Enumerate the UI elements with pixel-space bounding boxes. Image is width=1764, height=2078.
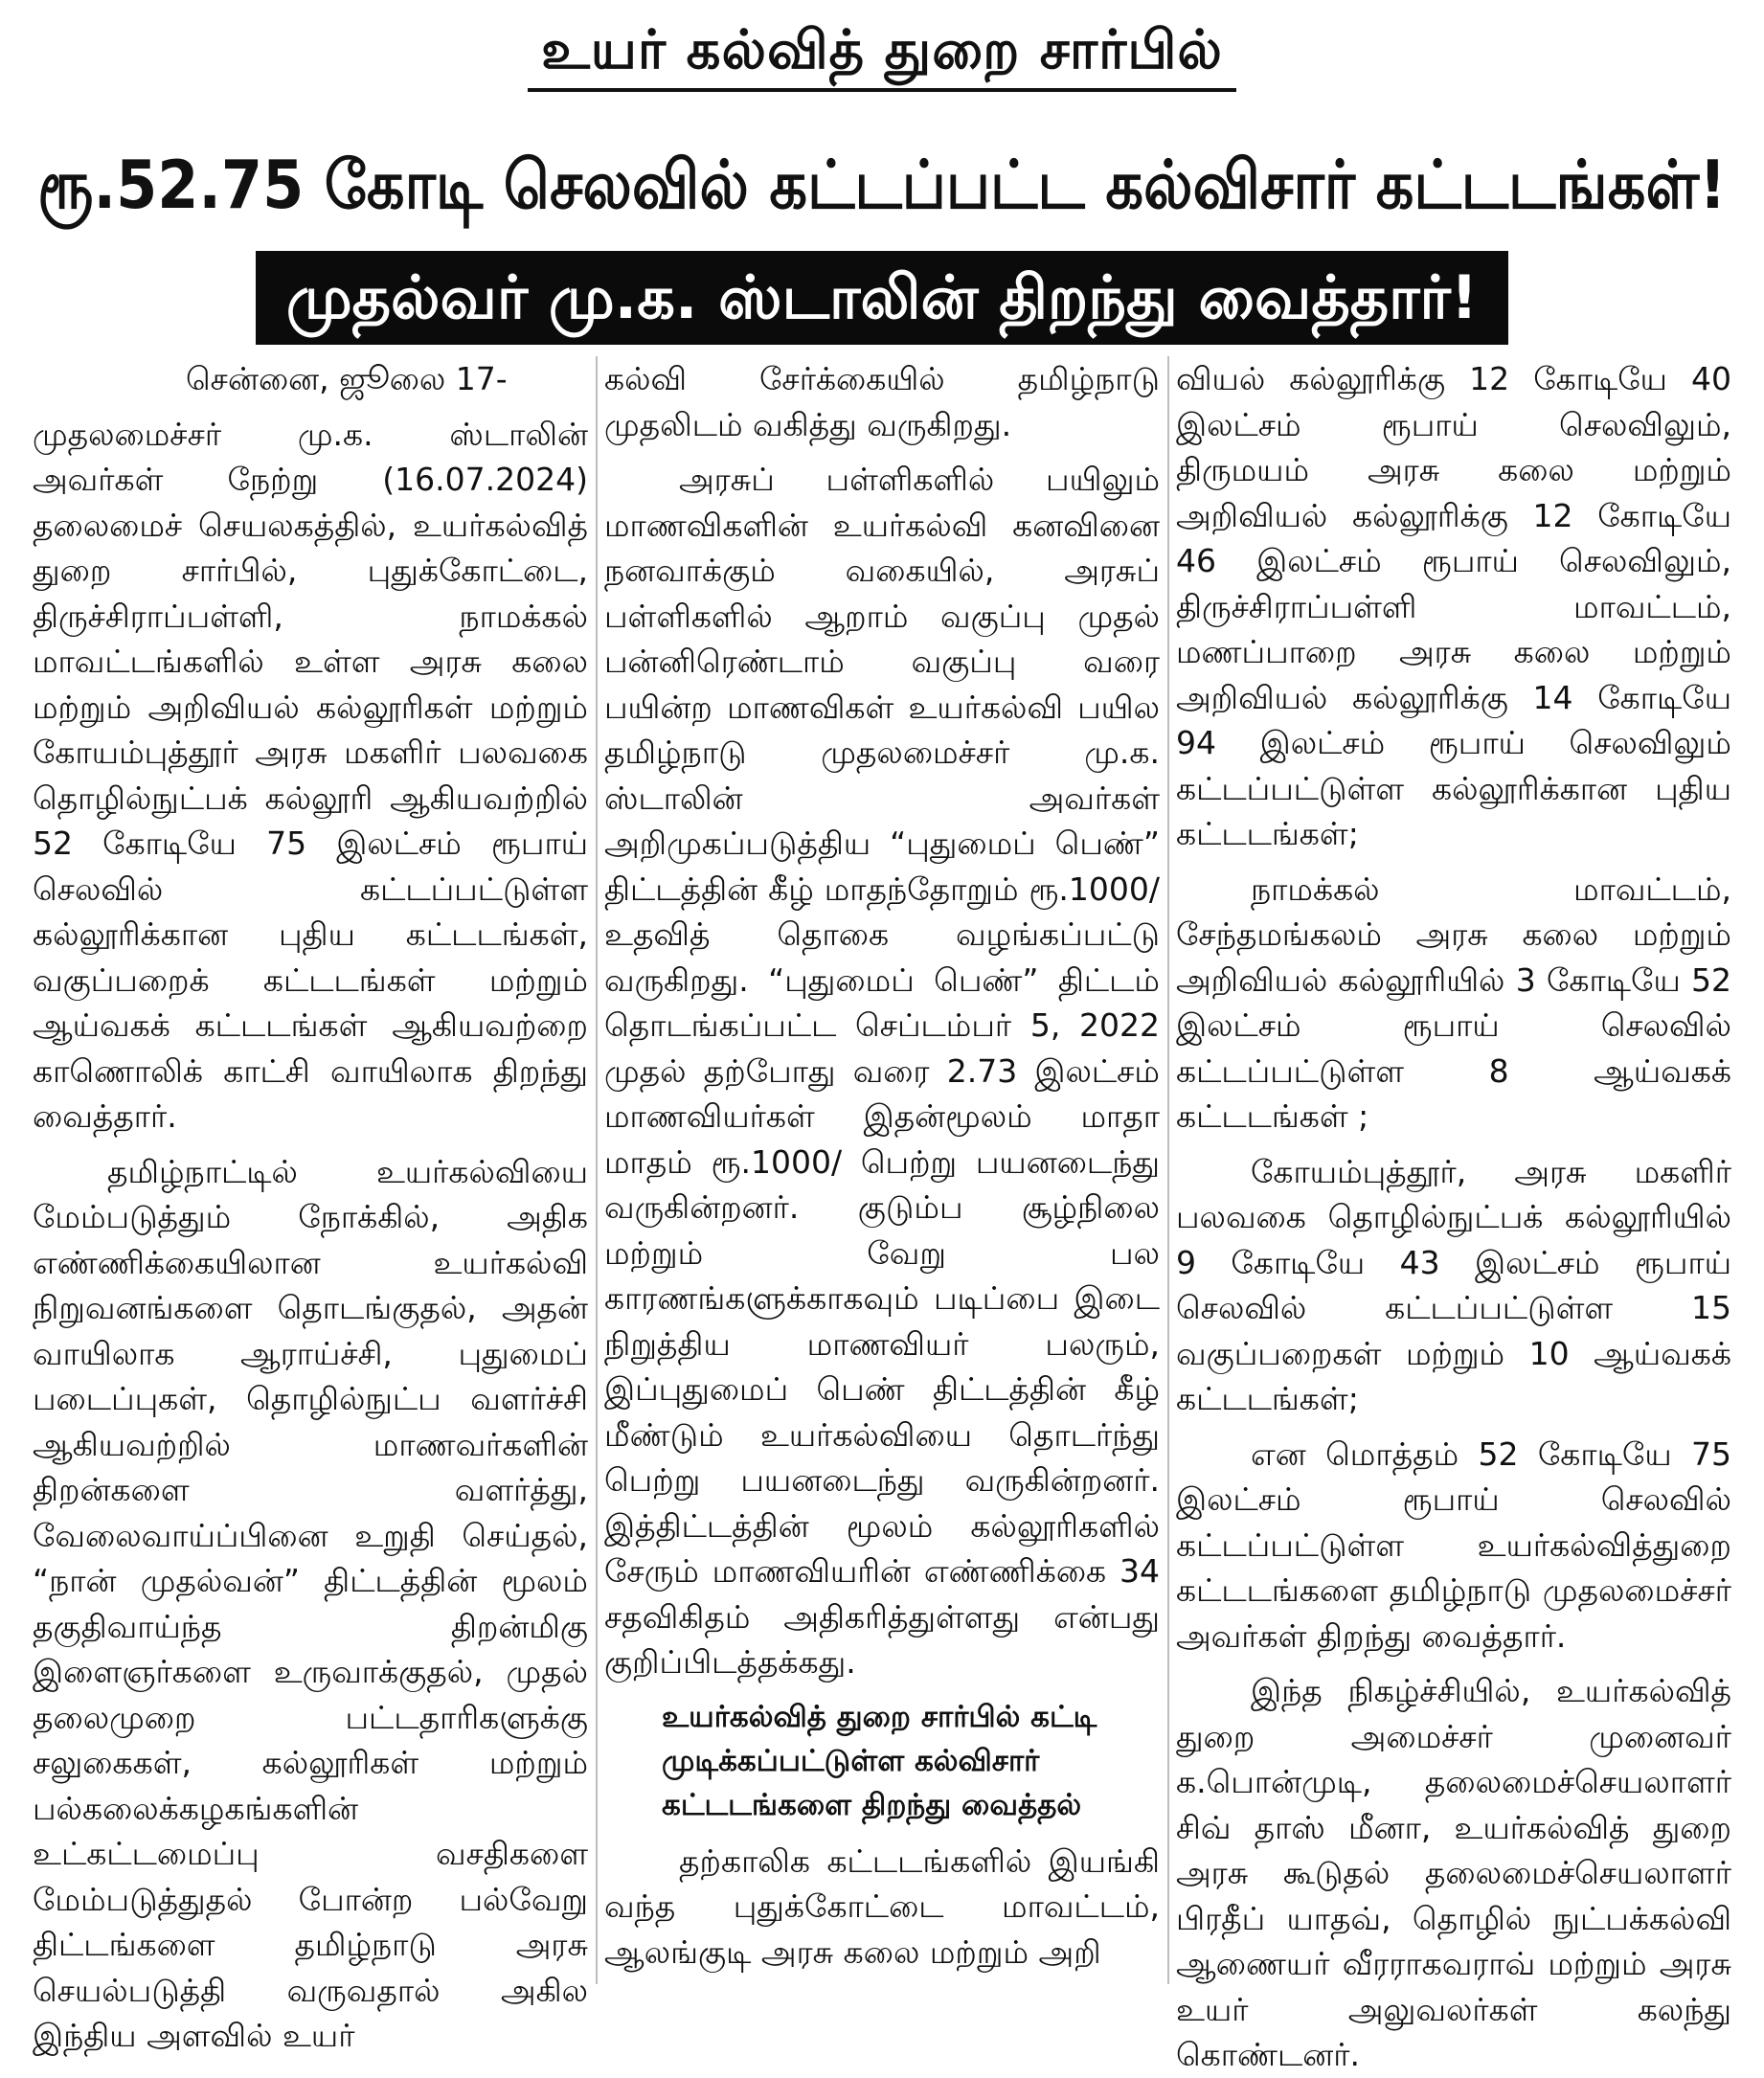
headline: ரூ.52.75 கோடி செலவில் கட்டப்பட்ட கல்விசார் கட்டடங்கள்! (37, 146, 1727, 224)
banner-block (33, 251, 1731, 356)
paragraph: தமிழ்நாட்டில் உயர்கல்வியை மேம்படுத்தும் நோக்கில், அதிக எண்ணிக்கையிலான உயர்கல்வி நிறுவனங்களை தொடங்குதல், அதன் வாயிலாக ஆராய்ச்சி, புதுமைப் படைப்புகள், தொழில்நுட்ப வளர்ச்சி ஆகியவற்றில் மாணவர்களின் திறன்களை வளர்த்து, வேலைவாய்ப்பினை உறுதி செய்தல், “நான் முதல்வன்” திட்டத்தின் மூலம் தகுதிவாய்ந்த திறன்மிகு இளைஞர்களை உருவாக்குதல், முதல் தலைமுறை பட்டதாரிகளுக்கு சலுகைகள், கல்லூரிகள் மற்றும் பல்கலைக்கழகங்களின் உட்கட்டமைப்பு வசதிகளை மேம்படுத்துதல் போன்ற பல்வேறு திட்டங்களை தமிழ்நாடு அரசு செயல்படுத்தி வருவதால் அகில இந்திய அளவில் உயர் (33, 1152, 588, 2054)
paragraph: அரசுப் பள்ளிகளில் பயிலும் மாணவிகளின் உயர்கல்வி கனவினை நனவாக்கும் வகையில், அரசுப் பள்ளிகளில் ஆறாம் வகுப்பு முதல் பன்னிரெண்டாம் வகுப்பு வரை பயின்ற மாணவிகள் உயர்கல்வி பயில தமிழ்நாடு முதலமைச்சர் மு.க. ஸ்டாலின் அவர்கள் அறிமுகப்படுத்திய “புதுமைப் பெண்” திட்டத்தின் கீழ் மாதந்தோறும் ரூ.1000/ உதவித் தொகை வழங்கப்பட்டு வருகிறது. “புதுமைப் பெண்” திட்டம் தொடங்கப்பட்ட செப்டம்பர் 5, 2022 முதல் தற்போது வரை 2.73 இலட்சம் மாணவியர்கள் இதன்மூலம் மாதா மாதம் ரூ.1000/ பெற்று பயனடைந்து வருகின்றனர். குடும்ப சூழ்நிலை மற்றும் வேறு பல காரணங்களுக்காகவும் படிப்பை இடை நிறுத்திய மாணவியர் பலரும், இப்புதுமைப் பெண் திட்டத்தின் கீழ் மீண்டும் உயர்கல்வியை தொடர்ந்து பெற்று பயனடைந்து வருகின்றனர். இத்திட்டத்தின் மூலம் கல்லூரிகளில் சேரும் மாணவியரின் எண்ணிக்கை 34 சதவிகிதம் அதிகரித்துள்ளது என்பது குறிப்பிடத்தக்கது. (604, 461, 1160, 1681)
paragraph: முதலமைச்சர் மு.க. ஸ்டாலின் அவர்கள் நேற்று (16.07.2024) தலைமைச் செயலகத்தில், உயர்கல்வித் துறை சார்பில், புதுக்கோட்டை, திருச்சிராப்பள்ளி, நாமக்கல் மாவட்டங்களில் உள்ள அரசு கலை மற்றும் அறிவியல் கல்லூரிகள் மற்றும் கோயம்புத்தூர் அரசு மகளிர் பலவகை தொழில்நுட்பக் கல்லூரி ஆகியவற்றில் 52 கோடியே 75 இலட்சம் ரூபாய் செலவில் கட்டப்பட்டுள்ள கல்லூரிக்கான புதிய கட்டடங்கள், வகுப்பறைக் கட்டடங்கள் மற்றும் ஆய்வகக் கட்டடங்கள் ஆகியவற்றை காணொலிக் காட்சி வாயிலாக திறந்து வைத்தார். (33, 415, 588, 1135)
paragraph: கல்வி சேர்க்கையில் தமிழ்நாடு முதலிடம் வகித்து வருகிறது. (604, 360, 1160, 443)
section-subheading: உயர்கல்வித் துறை சார்பில் கட்டி முடிக்கப்பட்டுள்ள கல்விசார் கட்டடங்களை திறந்து வைத்தல் (662, 1699, 1097, 1822)
dateline: சென்னை, ஜூலை 17- (186, 360, 508, 397)
column-divider (1167, 356, 1169, 1984)
article-body (33, 356, 1731, 2073)
banner-subheadline: முதல்வர் மு.க. ஸ்டாலின் திறந்து வைத்தார்! (256, 251, 1508, 345)
column-divider (596, 356, 598, 1984)
paragraph: என மொத்தம் 52 கோடியே 75 இலட்சம் ரூபாய் செலவில் கட்டப்பட்டுள்ள உயர்கல்வித்துறை கட்டடங்களை தமிழ்நாடு முதலமைச்சர் அவர்கள் திறந்து வைத்தார். (1176, 1434, 1731, 1655)
paragraph: வியல் கல்லூரிக்கு 12 கோடியே 40 இலட்சம் ரூபாய் செலவிலும், திருமயம் அரசு கலை மற்றும் அறிவியல் கல்லூரிக்கு 12 கோடியே 46 இலட்சம் ரூபாய் செலவிலும், திருச்சிராப்பள்ளி மாவட்டம், மணப்பாறை அரசு கலை மற்றும் அறிவியல் கல்லூரிக்கு 14 கோடியே 94 இலட்சம் ரூபாய் செலவிலும் கட்டப்பட்டுள்ள கல்லூரிக்கான புதிய கட்டடங்கள்; (1176, 360, 1731, 852)
paragraph: கோயம்புத்தூர், அரசு மகளிர் பலவகை தொழில்நுட்பக் கல்லூரியில் 9 கோடியே 43 இலட்சம் ரூபாய் செலவில் கட்டப்பட்டுள்ள 15 வகுப்பறைகள் மற்றும் 10 ஆய்வகக் கட்டடங்கள்; (1176, 1152, 1731, 1417)
article-column-2 (604, 356, 1160, 1984)
paragraph: நாமக்கல் மாவட்டம், சேந்தமங்கலம் அரசு கலை மற்றும் அறிவியல் கல்லூரியில் 3 கோடியே 52 இலட்சம் ரூபாய் செலவில் கட்டப்பட்டுள்ள 8 ஆய்வகக் கட்டடங்கள் ; (1176, 870, 1731, 1135)
paragraph: இந்த நிகழ்ச்சியில், உயர்கல்வித் துறை அமைச்சர் முனைவர் க.பொன்முடி, தலைமைச்செயலாளர் சிவ் தாஸ் மீனா, உயர்கல்வித் துறை அரசு கூடுதல் தலைமைச்செயலாளர் பிரதீப் யாதவ், தொழில் நுட்பக்கல்வி ஆணையர் வீரராகவராவ் மற்றும் அரசு உயர் அலுவலர்கள் கலந்து கொண்டனர். (1176, 1672, 1731, 2073)
article-column-3 (1176, 356, 1731, 2073)
article-column-1 (33, 356, 588, 2054)
paragraph: தற்காலிக கட்டடங்களில் இயங்கி வந்த புதுக்கோட்டை மாவட்டம், ஆலங்குடி அரசு கலை மற்றும் அறி (604, 1841, 1160, 1971)
kicker: உயர் கல்வித் துறை சார்பில் (528, 19, 1236, 92)
kicker-block (33, 19, 1731, 100)
